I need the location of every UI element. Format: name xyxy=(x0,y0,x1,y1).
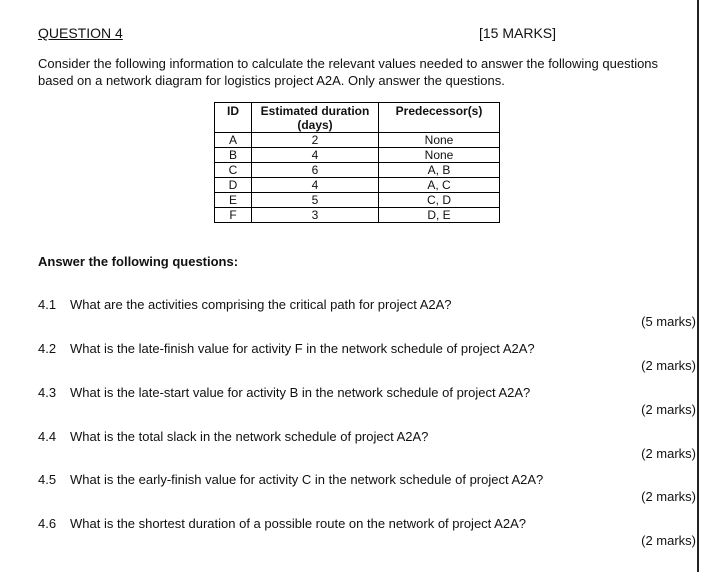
table-row xyxy=(215,178,500,193)
cell-duration: 3 xyxy=(252,208,379,223)
question-marks: (5 marks) xyxy=(641,314,696,329)
header-id: ID xyxy=(215,103,252,133)
table-row xyxy=(215,193,500,208)
question-number: 4.2 xyxy=(38,341,57,356)
header-predecessors: Predecessor(s) xyxy=(379,103,500,133)
cell-id: D xyxy=(215,178,252,193)
question-text: What is the early-finish value for activity C in the network schedule of project A2A? xyxy=(70,472,544,487)
question-item xyxy=(38,516,696,556)
cell-predecessors: D, E xyxy=(379,208,500,223)
cell-predecessors: A, B xyxy=(379,163,500,178)
cell-predecessors: None xyxy=(379,133,500,148)
question-item xyxy=(38,429,696,469)
question-item xyxy=(38,297,696,337)
question-marks: (2 marks) xyxy=(641,489,696,504)
cell-predecessors: None xyxy=(379,148,500,163)
table-row xyxy=(215,133,500,148)
question-total-marks: [15 MARKS] xyxy=(479,25,557,41)
question-number: 4.5 xyxy=(38,472,57,487)
question-title: QUESTION 4 xyxy=(38,25,123,41)
intro-paragraph: Consider the following information to calculate the relevant values needed to answer the following questions based on a network diagram for logistics project A2A. Only answer the questions. xyxy=(38,56,659,88)
question-text: What is the late-finish value for activity F in the network schedule of project A2A? xyxy=(70,341,535,356)
question-item xyxy=(38,385,696,425)
cell-id: C xyxy=(215,163,252,178)
table-row xyxy=(215,208,500,223)
cell-duration: 4 xyxy=(252,148,379,163)
cell-duration: 6 xyxy=(252,163,379,178)
right-margin-rule xyxy=(697,0,699,572)
question-text: What is the late-start value for activity B in the network schedule of project A2A? xyxy=(70,385,531,400)
cell-duration: 5 xyxy=(252,193,379,208)
cell-id: F xyxy=(215,208,252,223)
question-marks: (2 marks) xyxy=(641,402,696,417)
cell-predecessors: C, D xyxy=(379,193,500,208)
table-row xyxy=(215,163,500,178)
question-number: 4.1 xyxy=(38,297,57,312)
cell-duration: 2 xyxy=(252,133,379,148)
questions-heading: Answer the following questions: xyxy=(38,254,239,269)
question-text: What is the shortest duration of a possible route on the network of project A2A? xyxy=(70,516,526,531)
header-duration: Estimated duration (days) xyxy=(252,103,379,133)
question-marks: (2 marks) xyxy=(641,358,696,373)
cell-duration: 4 xyxy=(252,178,379,193)
table-row xyxy=(215,148,500,163)
question-item xyxy=(38,472,696,512)
cell-id: A xyxy=(215,133,252,148)
question-text: What is the total slack in the network schedule of project A2A? xyxy=(70,429,429,444)
table-header-row xyxy=(215,103,500,133)
question-marks: (2 marks) xyxy=(641,533,696,548)
question-marks: (2 marks) xyxy=(641,446,696,461)
cell-id: E xyxy=(215,193,252,208)
question-number: 4.6 xyxy=(38,516,57,531)
question-item xyxy=(38,341,696,381)
question-number: 4.3 xyxy=(38,385,57,400)
cell-predecessors: A, C xyxy=(379,178,500,193)
activity-table xyxy=(214,102,500,223)
cell-id: B xyxy=(215,148,252,163)
question-number: 4.4 xyxy=(38,429,57,444)
question-text: What are the activities comprising the critical path for project A2A? xyxy=(70,297,452,312)
